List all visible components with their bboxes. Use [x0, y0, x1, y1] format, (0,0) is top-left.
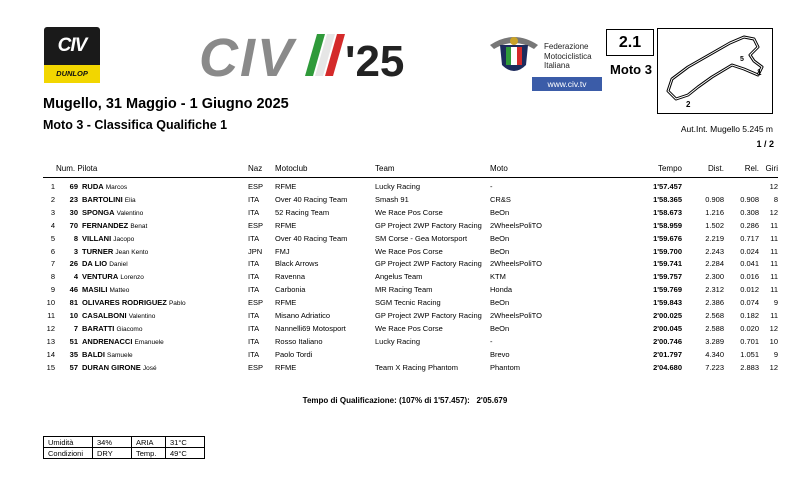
- civ-logo-text: CIV: [199, 28, 296, 86]
- bike-cell: KTM: [490, 272, 506, 282]
- table-row: [0, 272, 800, 284]
- rider-first-name: Marcos: [105, 184, 128, 191]
- gap-cell: 2.300: [705, 272, 724, 282]
- class-label: Moto 3: [610, 62, 652, 77]
- rider-number-cell: 57: [69, 362, 78, 372]
- position-cell: 5: [50, 233, 55, 243]
- team-cell: GP Project 2WP Factory Racing: [375, 311, 482, 320]
- laps-cell: 12: [769, 182, 778, 191]
- rider-name-cell: [82, 208, 143, 217]
- table-row: [0, 195, 800, 207]
- gap-cell: 2.588: [705, 323, 724, 333]
- position-cell: 8: [50, 272, 55, 282]
- header-team: Team: [375, 164, 395, 173]
- qualification-label: Tempo di Qualificazione: (107% di 1'57.457):: [302, 396, 470, 405]
- bike-cell: Phantom: [490, 362, 521, 372]
- rider-last-name: BARTOLINI: [82, 194, 123, 204]
- fmi-emblem-icon: [486, 31, 542, 79]
- qualification-time: [250, 396, 560, 405]
- lap-time-cell: 2'00.045: [653, 323, 682, 333]
- rider-first-name: Emanuele: [134, 338, 164, 346]
- motoclub-cell: Misano Adriatico: [275, 311, 331, 320]
- rider-first-name: Lorenzo: [120, 274, 144, 282]
- rider-last-name: RUDA: [82, 182, 104, 191]
- rider-number-cell: 35: [69, 349, 78, 359]
- website-link[interactable]: www.civ.tv: [532, 77, 602, 91]
- position-cell: 12: [46, 323, 55, 333]
- rider-name-cell: [82, 259, 128, 268]
- laps-cell: 11: [770, 311, 778, 320]
- civ-dunlop-badge: [44, 27, 100, 83]
- gap-cell: 7.223: [705, 362, 724, 372]
- nationality-cell: ESP: [248, 220, 264, 230]
- laps-cell: 9: [773, 349, 778, 359]
- header-num-pilot: Num. Pilota: [56, 164, 98, 173]
- nationality-cell: ITA: [248, 336, 260, 346]
- federation-line: Federazione: [544, 42, 589, 51]
- turn-label: 5: [740, 56, 744, 63]
- relative-gap-cell: 0.074: [740, 298, 759, 308]
- results-header: [0, 164, 800, 176]
- air-label: ARIA: [132, 437, 166, 448]
- team-cell: We Race Pos Corse: [375, 207, 443, 217]
- rider-first-name: Daniel: [109, 261, 128, 269]
- gap-cell: 2.243: [705, 246, 724, 256]
- motoclub-cell: 52 Racing Team: [275, 207, 330, 217]
- nationality-cell: ITA: [248, 272, 260, 282]
- team-cell: GP Project 2WP Factory Racing: [375, 220, 482, 230]
- relative-gap-cell: 0.182: [740, 311, 759, 320]
- table-row: [0, 247, 800, 259]
- bike-cell: BeOn: [490, 246, 510, 256]
- relative-gap-cell: 0.286: [740, 220, 759, 230]
- position-cell: 3: [50, 207, 55, 217]
- humidity-label: Umidità: [44, 437, 93, 448]
- federation-line: Italiana: [544, 61, 570, 70]
- team-cell: Lucky Racing: [375, 182, 421, 191]
- bike-cell: BeOn: [490, 207, 510, 217]
- nationality-cell: ITA: [248, 311, 260, 320]
- event-title: Mugello, 31 Maggio - 1 Giugno 2025: [43, 96, 289, 112]
- nationality-cell: ITA: [248, 207, 260, 217]
- rider-last-name: MASILI: [82, 285, 108, 295]
- gap-cell: 2.568: [705, 311, 724, 320]
- gap-cell: 3.289: [705, 336, 724, 346]
- position-cell: 15: [46, 362, 55, 372]
- gap-cell: 2.219: [705, 233, 724, 243]
- rider-last-name: VENTURA: [82, 272, 119, 282]
- relative-gap-cell: 0.016: [740, 272, 759, 282]
- gap-cell: 2.284: [705, 259, 724, 269]
- rider-last-name: FERNANDEZ: [82, 220, 129, 230]
- qualification-value: 2'05.679: [476, 396, 508, 405]
- lap-time-cell: 1'59.769: [653, 285, 682, 295]
- bike-cell: 2WheelsPoliTO: [490, 311, 542, 320]
- motoclub-cell: Rosso Italiano: [275, 336, 323, 346]
- track-temp-label: Temp.: [132, 448, 166, 459]
- lap-time-cell: 1'59.676: [653, 233, 682, 243]
- rider-first-name: Giacomo: [116, 325, 143, 333]
- table-row: [0, 208, 800, 220]
- laps-cell: 9: [773, 298, 778, 308]
- relative-gap-cell: 2.883: [740, 362, 759, 372]
- bike-cell: BeOn: [490, 233, 510, 243]
- rider-last-name: CASALBONI: [82, 311, 127, 320]
- team-cell: Angelus Team: [375, 272, 423, 282]
- motoclub-cell: Nannelli69 Motosport: [275, 323, 346, 333]
- rider-number-cell: 70: [69, 220, 78, 230]
- position-cell: 13: [46, 336, 55, 346]
- motoclub-cell: Carbonia: [275, 285, 306, 295]
- rider-name-cell: [82, 195, 136, 204]
- rider-name-cell: [82, 363, 157, 372]
- motoclub-cell: RFME: [275, 362, 297, 372]
- rider-last-name: DA LIO: [82, 259, 108, 269]
- track-outline: [668, 37, 762, 99]
- header-gap: Dist.: [708, 164, 724, 173]
- table-row: [0, 350, 800, 362]
- track-map: [657, 28, 773, 114]
- laps-cell: 11: [770, 233, 778, 243]
- nationality-cell: JPN: [248, 246, 263, 256]
- team-cell: GP Project 2WP Factory Racing: [375, 259, 482, 269]
- laps-cell: 8: [773, 194, 778, 204]
- rider-last-name: BALDI: [82, 349, 105, 359]
- table-row: [0, 234, 800, 246]
- laps-cell: 11: [770, 272, 778, 282]
- bike-cell: BeOn: [490, 323, 510, 333]
- rider-name-cell: [82, 337, 164, 346]
- table-row: [0, 311, 800, 323]
- rider-first-name: Elia: [124, 196, 136, 204]
- gap-cell: 2.312: [705, 285, 724, 295]
- rider-last-name: SPONGA: [82, 207, 115, 217]
- rider-number-cell: 10: [69, 311, 78, 320]
- motoclub-cell: Over 40 Racing Team: [275, 194, 348, 204]
- rider-first-name: Benat: [130, 222, 148, 230]
- lap-time-cell: 2'04.680: [653, 362, 682, 372]
- dunlop-badge-text: DUNLOP: [44, 65, 100, 83]
- bike-cell: 2WheelsPoliTO: [490, 259, 542, 269]
- federation-name: [544, 42, 608, 71]
- circuit-info: Aut.Int. Mugello 5.245 m: [680, 124, 773, 134]
- relative-gap-cell: 0.717: [740, 233, 759, 243]
- rider-first-name: Jacopo: [113, 235, 135, 243]
- bike-cell: 2WheelsPoliTO: [490, 220, 542, 230]
- nationality-cell: ITA: [248, 233, 260, 243]
- motoclub-cell: RFME: [275, 220, 297, 230]
- lap-time-cell: 2'00.025: [653, 311, 682, 320]
- team-cell: Lucky Racing: [375, 336, 421, 346]
- motoclub-cell: FMJ: [275, 246, 290, 256]
- relative-gap-cell: 0.041: [740, 259, 759, 269]
- rider-last-name: ANDRENACCI: [82, 336, 133, 346]
- header-nat: Naz: [248, 164, 263, 173]
- table-row: [0, 337, 800, 349]
- position-cell: 6: [50, 246, 55, 256]
- header-time: Tempo: [657, 164, 682, 173]
- rider-first-name: Valentino: [116, 209, 144, 217]
- laps-cell: 10: [769, 336, 778, 346]
- table-row: [0, 285, 800, 297]
- rider-last-name: TURNER: [82, 246, 114, 256]
- laps-cell: 11: [770, 220, 778, 230]
- conditions-table: [43, 436, 205, 459]
- motoclub-cell: Paolo Tordi: [275, 349, 313, 359]
- motoclub-cell: RFME: [275, 182, 297, 191]
- table-row: [0, 324, 800, 336]
- team-cell: Team X Racing Phantom: [375, 362, 458, 372]
- rider-number-cell: 7: [73, 323, 78, 333]
- rider-number-cell: 81: [69, 298, 78, 308]
- rider-name-cell: [82, 247, 148, 256]
- laps-cell: 12: [769, 323, 778, 333]
- laps-cell: 11: [770, 246, 778, 256]
- lap-time-cell: 1'58.365: [653, 194, 682, 204]
- header-laps: Giri: [765, 164, 778, 173]
- relative-gap-cell: 0.908: [740, 194, 759, 204]
- rider-name-cell: [82, 182, 127, 191]
- nationality-cell: ITA: [248, 323, 260, 333]
- bike-cell: BeOn: [490, 298, 510, 308]
- federation-line: Motociclistica: [544, 51, 592, 61]
- turn-label: 1: [757, 68, 762, 77]
- gap-cell: 4.340: [705, 349, 724, 359]
- motoclub-cell: Ravenna: [275, 272, 306, 282]
- gap-cell: 2.386: [705, 298, 724, 308]
- civ-25-logo: [197, 28, 427, 86]
- team-cell: We Race Pos Corse: [375, 323, 443, 333]
- bike-cell: CR&S: [490, 194, 511, 204]
- rider-name-cell: [82, 324, 142, 333]
- gap-cell: 0.908: [705, 194, 724, 204]
- track-temp-value: 49°C: [166, 448, 205, 459]
- rider-name-cell: [82, 272, 144, 281]
- conditions-label: Condizioni: [44, 448, 93, 459]
- table-row: [0, 363, 800, 375]
- lap-time-cell: 1'57.457: [653, 182, 682, 191]
- rider-first-name: José: [142, 364, 157, 372]
- rider-first-name: Valentino: [128, 313, 156, 320]
- table-row: [0, 221, 800, 233]
- team-cell: SM Corse - Gea Motorsport: [375, 233, 468, 243]
- position-cell: 14: [46, 349, 55, 359]
- relative-gap-cell: 0.020: [740, 323, 759, 333]
- nationality-cell: ESP: [248, 182, 264, 191]
- bike-cell: -: [490, 336, 493, 346]
- lap-time-cell: 1'59.843: [653, 298, 682, 308]
- track-outline-inner: [668, 37, 762, 99]
- rider-name-cell: [82, 285, 129, 294]
- header-club: Motoclub: [275, 164, 308, 173]
- rider-first-name: Pablo: [168, 300, 186, 308]
- lap-time-cell: 2'01.797: [653, 349, 682, 359]
- gap-cell: 1.216: [705, 207, 724, 217]
- rider-number-cell: 46: [69, 285, 78, 295]
- table-row: [0, 259, 800, 271]
- civ-logo-year: '25: [345, 37, 405, 86]
- nationality-cell: ESP: [248, 298, 264, 308]
- position-cell: 11: [47, 311, 55, 320]
- relative-gap-cell: 0.024: [740, 246, 759, 256]
- laps-cell: 12: [769, 362, 778, 372]
- rider-number-cell: 23: [69, 194, 78, 204]
- rider-first-name: Jean Kento: [115, 248, 149, 256]
- nationality-cell: ITA: [248, 285, 260, 295]
- team-cell: Smash 91: [375, 194, 409, 204]
- rider-first-name: Samuele: [107, 351, 133, 359]
- header-rule: [43, 177, 778, 178]
- rider-first-name: Matteo: [109, 287, 130, 295]
- relative-gap-cell: 0.701: [740, 336, 759, 346]
- relative-gap-cell: 1.051: [740, 349, 759, 359]
- lap-time-cell: 1'59.741: [653, 259, 682, 269]
- nationality-cell: ITA: [248, 349, 260, 359]
- position-cell: 4: [50, 220, 55, 230]
- position-cell: 9: [50, 285, 55, 295]
- lap-time-cell: 1'58.673: [653, 207, 682, 217]
- turn-label: 2: [686, 100, 691, 109]
- nationality-cell: ESP: [248, 362, 264, 372]
- team-cell: We Race Pos Corse: [375, 246, 443, 256]
- rider-number-cell: 26: [69, 259, 78, 269]
- rider-number-cell: 51: [69, 336, 78, 346]
- table-row: [0, 298, 800, 310]
- rider-last-name: DURAN GIRONE: [82, 362, 141, 372]
- rider-number-cell: 4: [73, 272, 78, 282]
- civ-badge-text: CIV: [44, 27, 100, 65]
- header-bike: Moto: [490, 164, 508, 173]
- table-row: [0, 182, 800, 194]
- position-cell: 1: [50, 182, 55, 191]
- laps-cell: 11: [770, 259, 778, 269]
- humidity-value: 34%: [93, 437, 132, 448]
- header-rel: Rel.: [744, 164, 759, 173]
- rider-last-name: BARATTI: [82, 323, 115, 333]
- rider-number-cell: 69: [69, 182, 78, 191]
- rider-number-cell: 8: [73, 233, 78, 243]
- position-cell: 7: [50, 259, 55, 269]
- team-cell: MR Racing Team: [375, 285, 433, 295]
- lap-time-cell: 1'58.959: [653, 220, 682, 230]
- rider-name-cell: [82, 234, 134, 243]
- motoclub-cell: RFME: [275, 298, 297, 308]
- nationality-cell: ITA: [248, 259, 260, 269]
- rider-number-cell: 3: [73, 246, 78, 256]
- rider-name-cell: [82, 221, 147, 230]
- air-value: 31°C: [166, 437, 205, 448]
- lap-time-cell: 2'00.746: [653, 336, 682, 346]
- rider-name-cell: [82, 350, 133, 359]
- lap-time-cell: 1'59.757: [653, 272, 682, 282]
- relative-gap-cell: 0.308: [740, 207, 759, 217]
- motoclub-cell: Black Arrows: [275, 259, 319, 269]
- session-title: Moto 3 - Classifica Qualifiche 1: [43, 118, 228, 132]
- nationality-cell: ITA: [248, 194, 260, 204]
- relative-gap-cell: 0.012: [740, 285, 759, 295]
- rider-last-name: VILLANI: [82, 233, 112, 243]
- position-cell: 10: [46, 298, 55, 308]
- lap-time-cell: 1'59.700: [653, 246, 682, 256]
- document-code: 2.1: [606, 29, 654, 56]
- rider-last-name: OLIVARES RODRIGUEZ: [82, 298, 167, 308]
- gap-cell: 1.502: [705, 220, 724, 230]
- page-number: 1 / 2: [756, 139, 774, 149]
- motoclub-cell: Over 40 Racing Team: [275, 233, 348, 243]
- conditions-value: DRY: [93, 448, 132, 459]
- bike-cell: Brevo: [490, 349, 510, 359]
- bike-cell: Honda: [490, 285, 513, 295]
- position-cell: 2: [50, 194, 55, 204]
- rider-name-cell: [82, 298, 186, 307]
- laps-cell: 11: [770, 285, 778, 295]
- laps-cell: 12: [769, 207, 778, 217]
- rider-name-cell: [82, 311, 155, 320]
- team-cell: SGM Tecnic Racing: [375, 298, 441, 308]
- bike-cell: -: [490, 182, 493, 191]
- rider-number-cell: 30: [69, 207, 78, 217]
